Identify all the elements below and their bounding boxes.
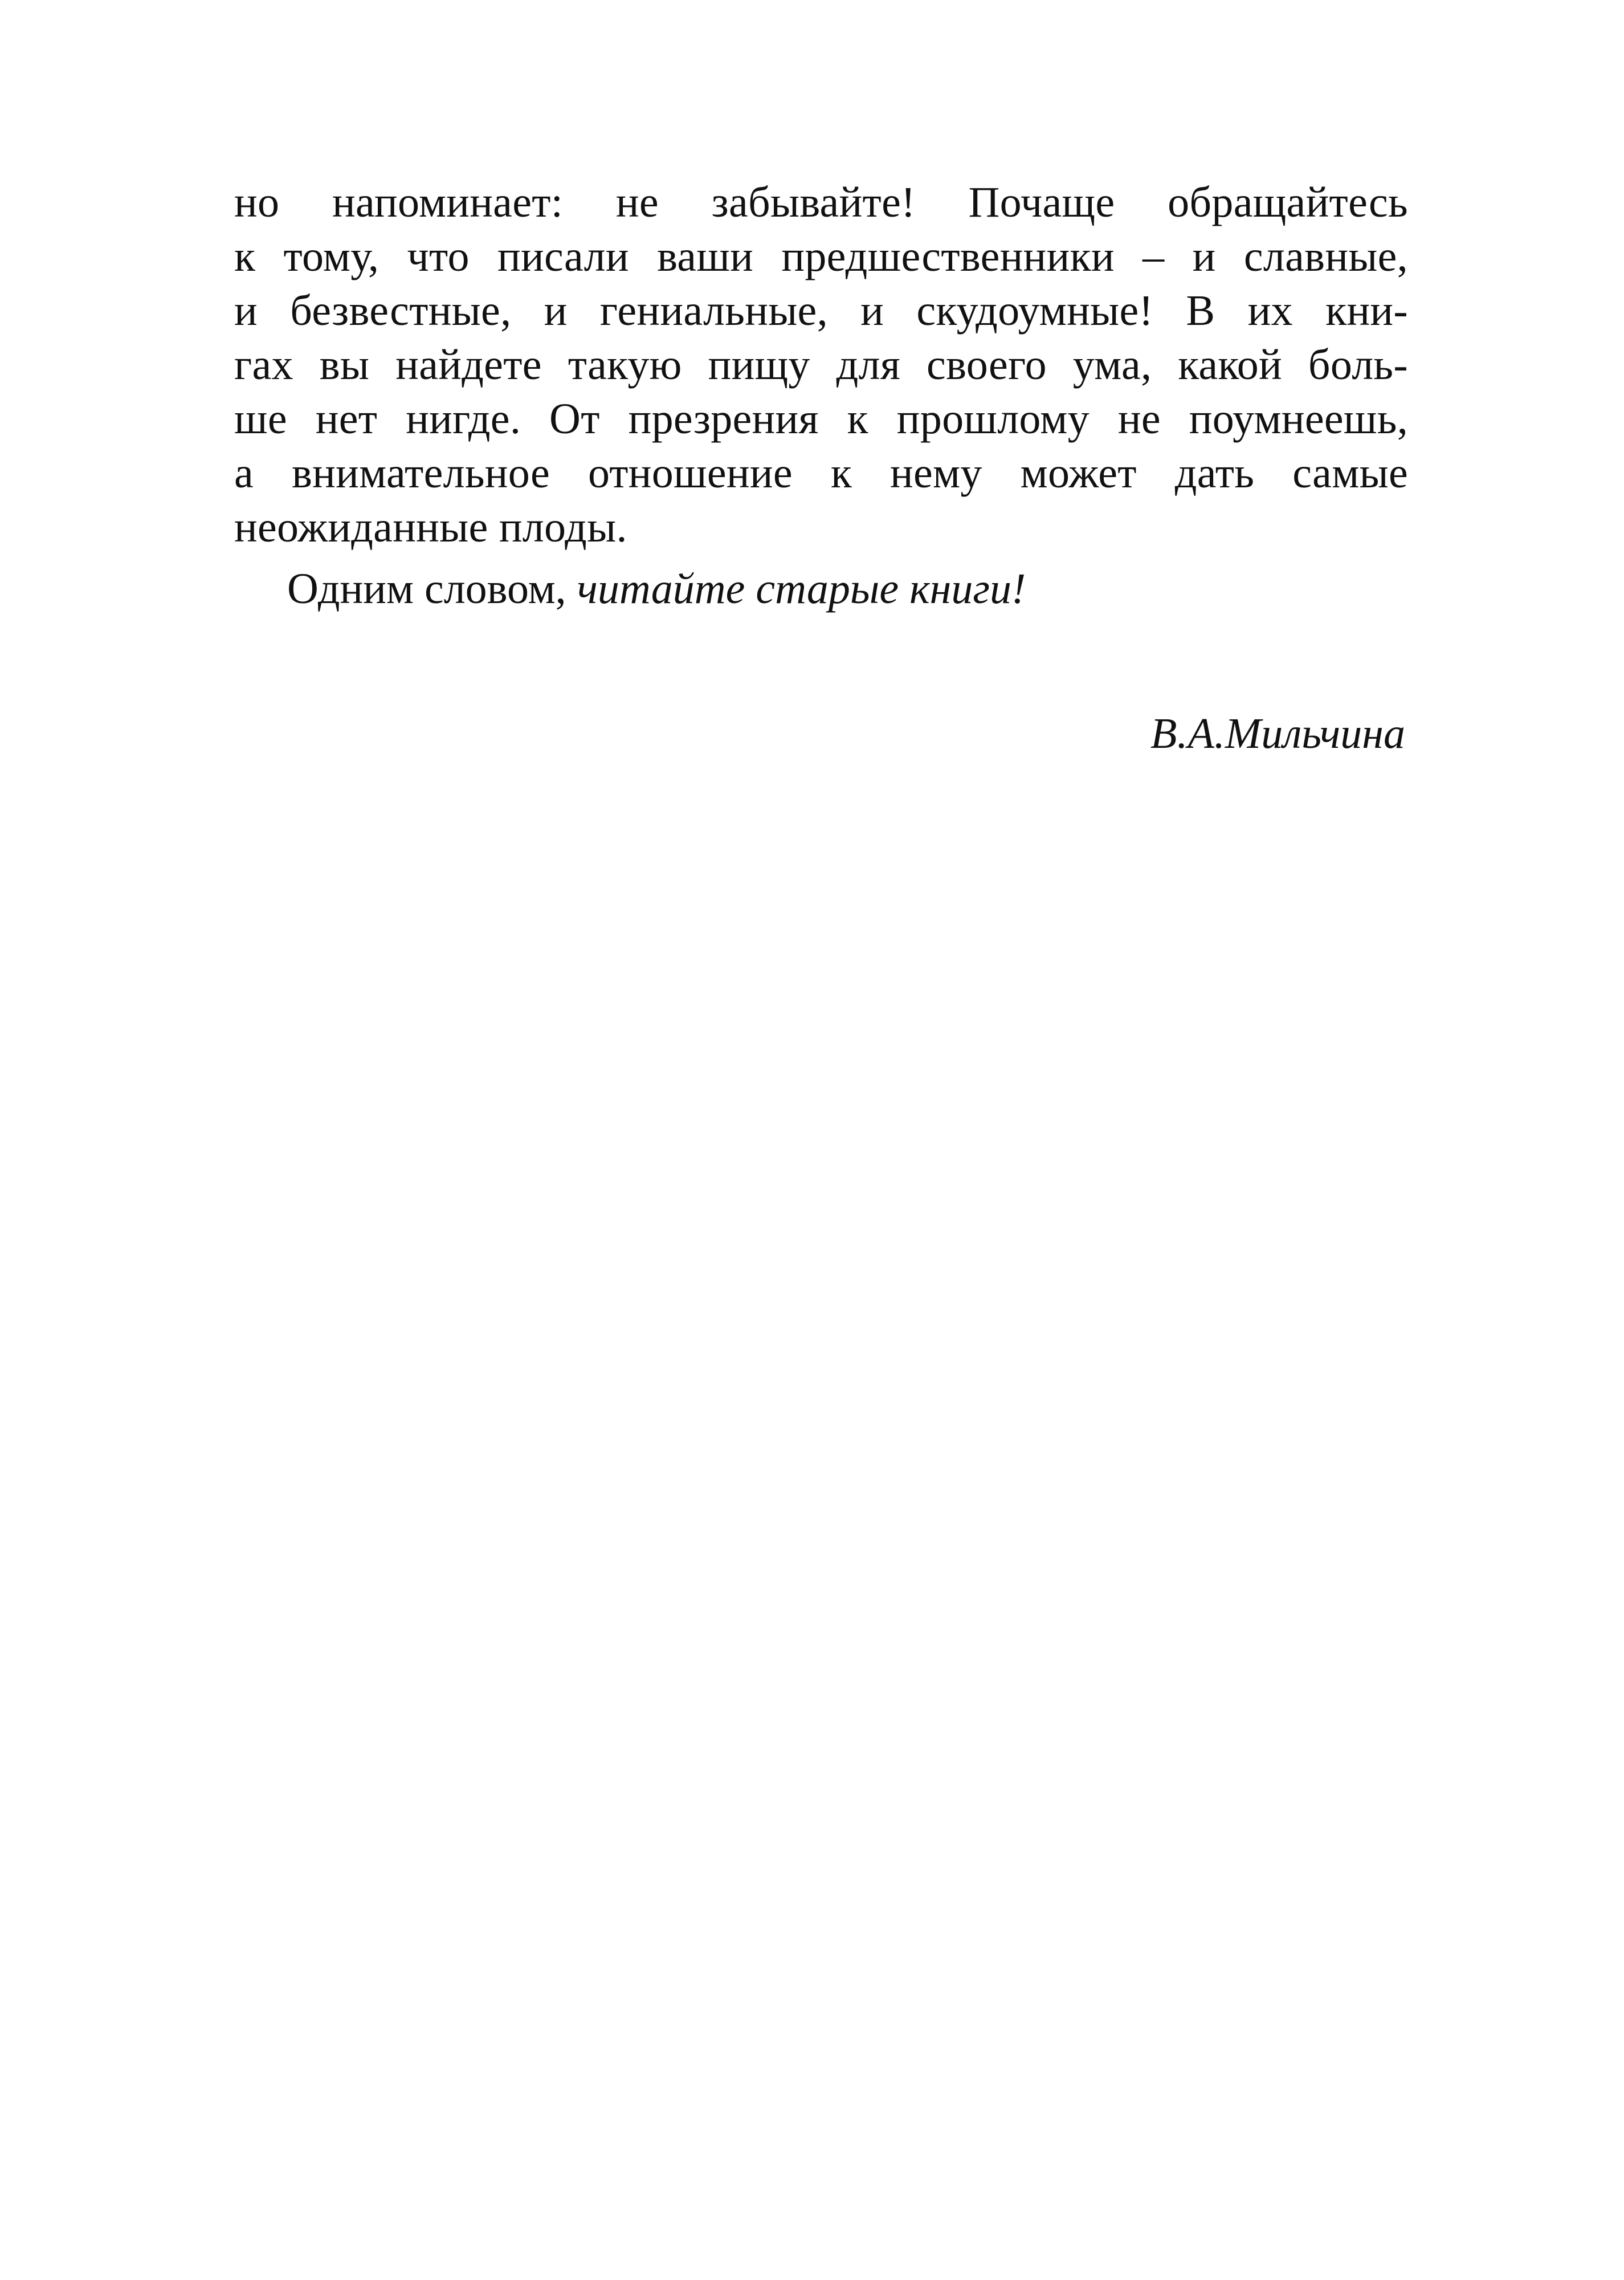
paragraph-line: к тому, что писали ваши предшественники – и славные, — [234, 233, 1408, 280]
author-signature: В.А.Мильчина — [1150, 710, 1405, 758]
paragraph-line: а внимательное отношение к нему может дать самые — [234, 449, 1408, 497]
closing-sentence — [234, 562, 1408, 616]
closing-lead: Одним словом, — [287, 565, 577, 613]
closing-emphasis: читайте старые книги! — [577, 565, 1026, 613]
paragraph-line: но напоминает: не забывайте! Почаще обращайтесь — [234, 178, 1408, 226]
body-paragraph — [234, 176, 1408, 555]
paragraph-line: гах вы найдете такую пищу для своего ума, какой боль- — [234, 341, 1408, 389]
paragraph-line: неожиданные плоды. — [234, 503, 627, 551]
paragraph-line: ше нет нигде. От презрения к прошлому не поумнеешь, — [234, 395, 1408, 443]
paragraph-line: и безвестные, и гениальные, и скудоумные! В их кни- — [234, 287, 1408, 335]
